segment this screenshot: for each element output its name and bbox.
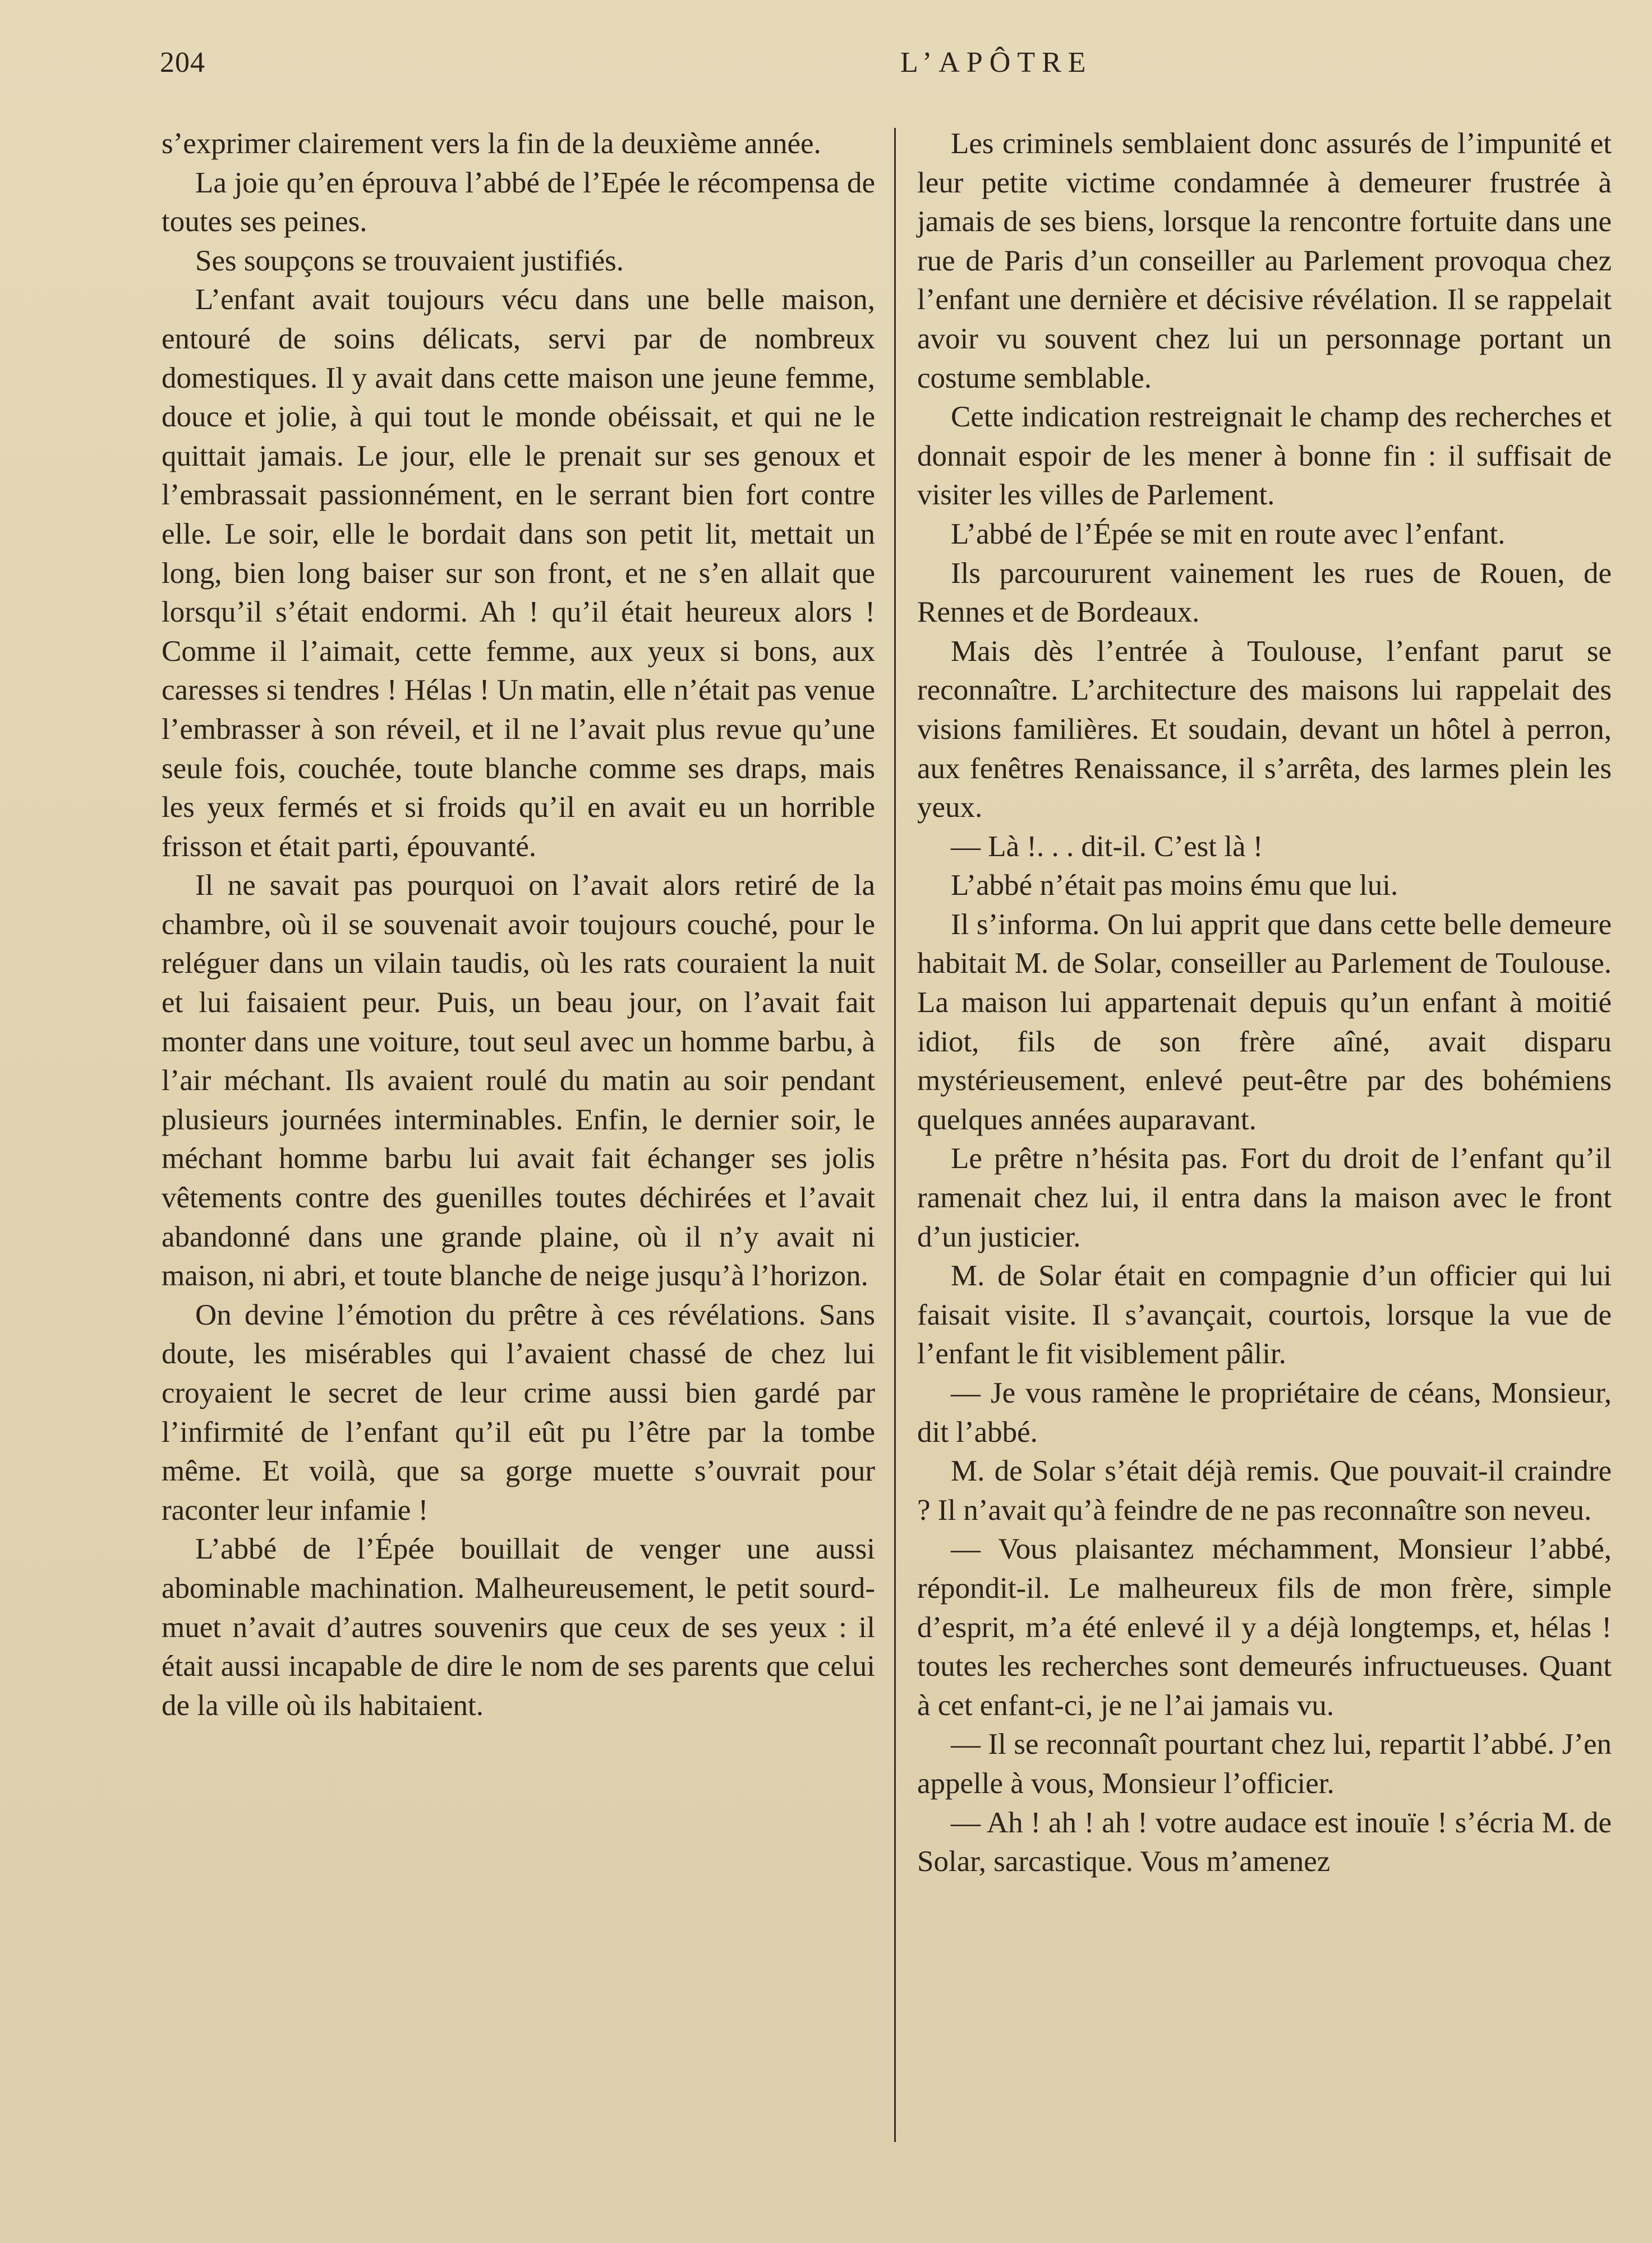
paragraph: On devine l’émotion du prêtre à ces révélations. Sans doute, les misérables qui l’avaient chassé de chez lui croyaient le secret de leur crime aussi bien gardé par l’infirmité de l’enfant qu’il eût pu l’être par la tombe même. Et voilà, que sa gorge muette s’ouvrait pour raconter leur infamie !: [162, 1298, 875, 1527]
paragraph: Les criminels semblaient donc assurés de l’impunité et leur petite victime condamnée à demeurer frustrée à jamais de ses biens, lorsque la rencontre fortuite dans une rue de Paris d’un conseiller au Parlement provoqua chez l’enfant une dernière et décisive révélation. Il se rappelait avoir vu souvent chez lui un personnage portant un costume semblable.: [917, 127, 1612, 394]
page-number: 204: [160, 47, 205, 79]
paragraph: Mais dès l’entrée à Toulouse, l’enfant parut se reconnaître. L’architecture des maisons lui rappelait des visions familières. Et soudain, devant un hôtel à perron, aux fenêtres Renaissance, il s’arrêta, des larmes plein les yeux.: [917, 635, 1612, 824]
paragraph: — Ah ! ah ! ah ! votre audace est inouïe ! s’écria M. de Solar, sarcastique. Vous m’amenez: [917, 1806, 1612, 1878]
paragraph: Le prêtre n’hésita pas. Fort du droit de l’enfant qu’il ramenait chez lui, il entra dans la maison avec le front d’un justicier.: [917, 1142, 1612, 1253]
paragraph: — Il se reconnaît pourtant chez lui, repartit l’abbé. J’en appelle à vous, Monsieur l’officier.: [917, 1728, 1612, 1800]
paragraph: Ils parcoururent vainement les rues de Rouen, de Rennes et de Bordeaux.: [917, 557, 1612, 629]
paragraph: La joie qu’en éprouva l’abbé de l’Epée le récompensa de toutes ses peines.: [162, 166, 875, 238]
paragraph: M. de Solar était en compagnie d’un officier qui lui faisait visite. Il s’avançait, courtois, lorsque la vue de l’enfant le fit visiblement pâlir.: [917, 1260, 1612, 1371]
page-header: [160, 46, 1618, 91]
paragraph: — Vous plaisantez méchamment, Monsieur l’abbé, répondit-il. Le malheureux fils de mon frère, simple d’esprit, m’a été enlevé il y a déjà longtemps, et, hélas ! toutes les recherches sont demeurés infructueuses. Quant à cet enfant-ci, je ne l’ai jamais vu.: [917, 1533, 1612, 1722]
paragraph: L’abbé n’était pas moins ému que lui.: [951, 869, 1398, 902]
paragraph: M. de Solar s’était déjà remis. Que pouvait-il craindre ? Il n’avait qu’à feindre de ne pas reconnaître son neveu.: [917, 1455, 1612, 1527]
paragraph: s’exprimer clairement vers la fin de la deuxième année.: [162, 127, 821, 160]
right-column: [917, 125, 1612, 1882]
paragraph: — Je vous ramène le propriétaire de céans, Monsieur, dit l’abbé.: [917, 1377, 1612, 1449]
paragraph: L’abbé de l’Épée bouillait de venger une aussi abominable machination. Malheureusement, le petit sourd-muet n’avait d’autres souvenirs que ceux de ses yeux : il était aussi incapable de dire le nom de ses parents que celui de la ville où ils habitaient.: [162, 1533, 875, 1722]
column-divider: [894, 128, 896, 2142]
paragraph: Cette indication restreignait le champ des recherches et donnait espoir de les mener à bonne fin : il suffisait de visiter les villes de Parlement.: [917, 401, 1612, 512]
paragraph: Ses soupçons se trouvaient justifiés.: [195, 244, 624, 277]
paragraph: — Là !. . . dit-il. C’est là !: [951, 830, 1263, 863]
paragraph: L’enfant avait toujours vécu dans une belle maison, entouré de soins délicats, servi par de nombreux domestiques. Il y avait dans cette maison une jeune femme, douce et jolie, à qui tout le monde obéissait, et qui ne le quittait jamais. Le jour, elle le prenait sur ses genoux et l’embrassait passionnément, en le serrant bien fort contre elle. Le soir, elle le bordait dans son petit lit, mettait un long, bien long baiser sur son front, et ne s’en allait que lorsqu’il s’était endormi. Ah ! qu’il était heureux alors ! Comme il l’aimait, cette femme, aux yeux si bons, aux caresses si tendres ! Hélas ! Un matin, elle n’était pas venue l’embrasser à son réveil, et il ne l’avait plus revue qu’une seule fois, couchée, toute blanche comme ses draps, mais les yeux fermés et si froids qu’il en avait eu un horrible frisson et était parti, épouvanté.: [162, 283, 875, 863]
paragraph: Il ne savait pas pourquoi on l’avait alors retiré de la chambre, où il se souvenait avoir toujours couché, pour le reléguer dans un vilain taudis, où les rats couraient la nuit et lui faisaient peur. Puis, un beau jour, on l’avait fait monter dans une voiture, tout seul avec un homme barbu, à l’air méchant. Ils avaient roulé du matin au soir pendant plusieurs journées interminables. Enfin, le dernier soir, le méchant homme barbu lui avait fait échanger ses jolis vêtements contre des guenilles toutes déchirées et l’avait abandonné dans une grande plaine, où il n’y avait ni maison, ni abri, et toute blanche de neige jusqu’à l’horizon.: [162, 869, 875, 1293]
paragraph: L’abbé de l’Épée se mit en route avec l’enfant.: [951, 517, 1506, 550]
paragraph: Il s’informa. On lui apprit que dans cette belle demeure habitait M. de Solar, conseiller au Parlement de Toulouse. La maison lui appartenait depuis qu’un enfant à moitié idiot, fils de son frère aîné, avait disparu mystérieusement, enlevé peut-être par des bohémiens quelques années auparavant.: [917, 908, 1612, 1136]
running-title: L’APÔTRE: [900, 47, 1093, 79]
left-column: [162, 125, 875, 1725]
